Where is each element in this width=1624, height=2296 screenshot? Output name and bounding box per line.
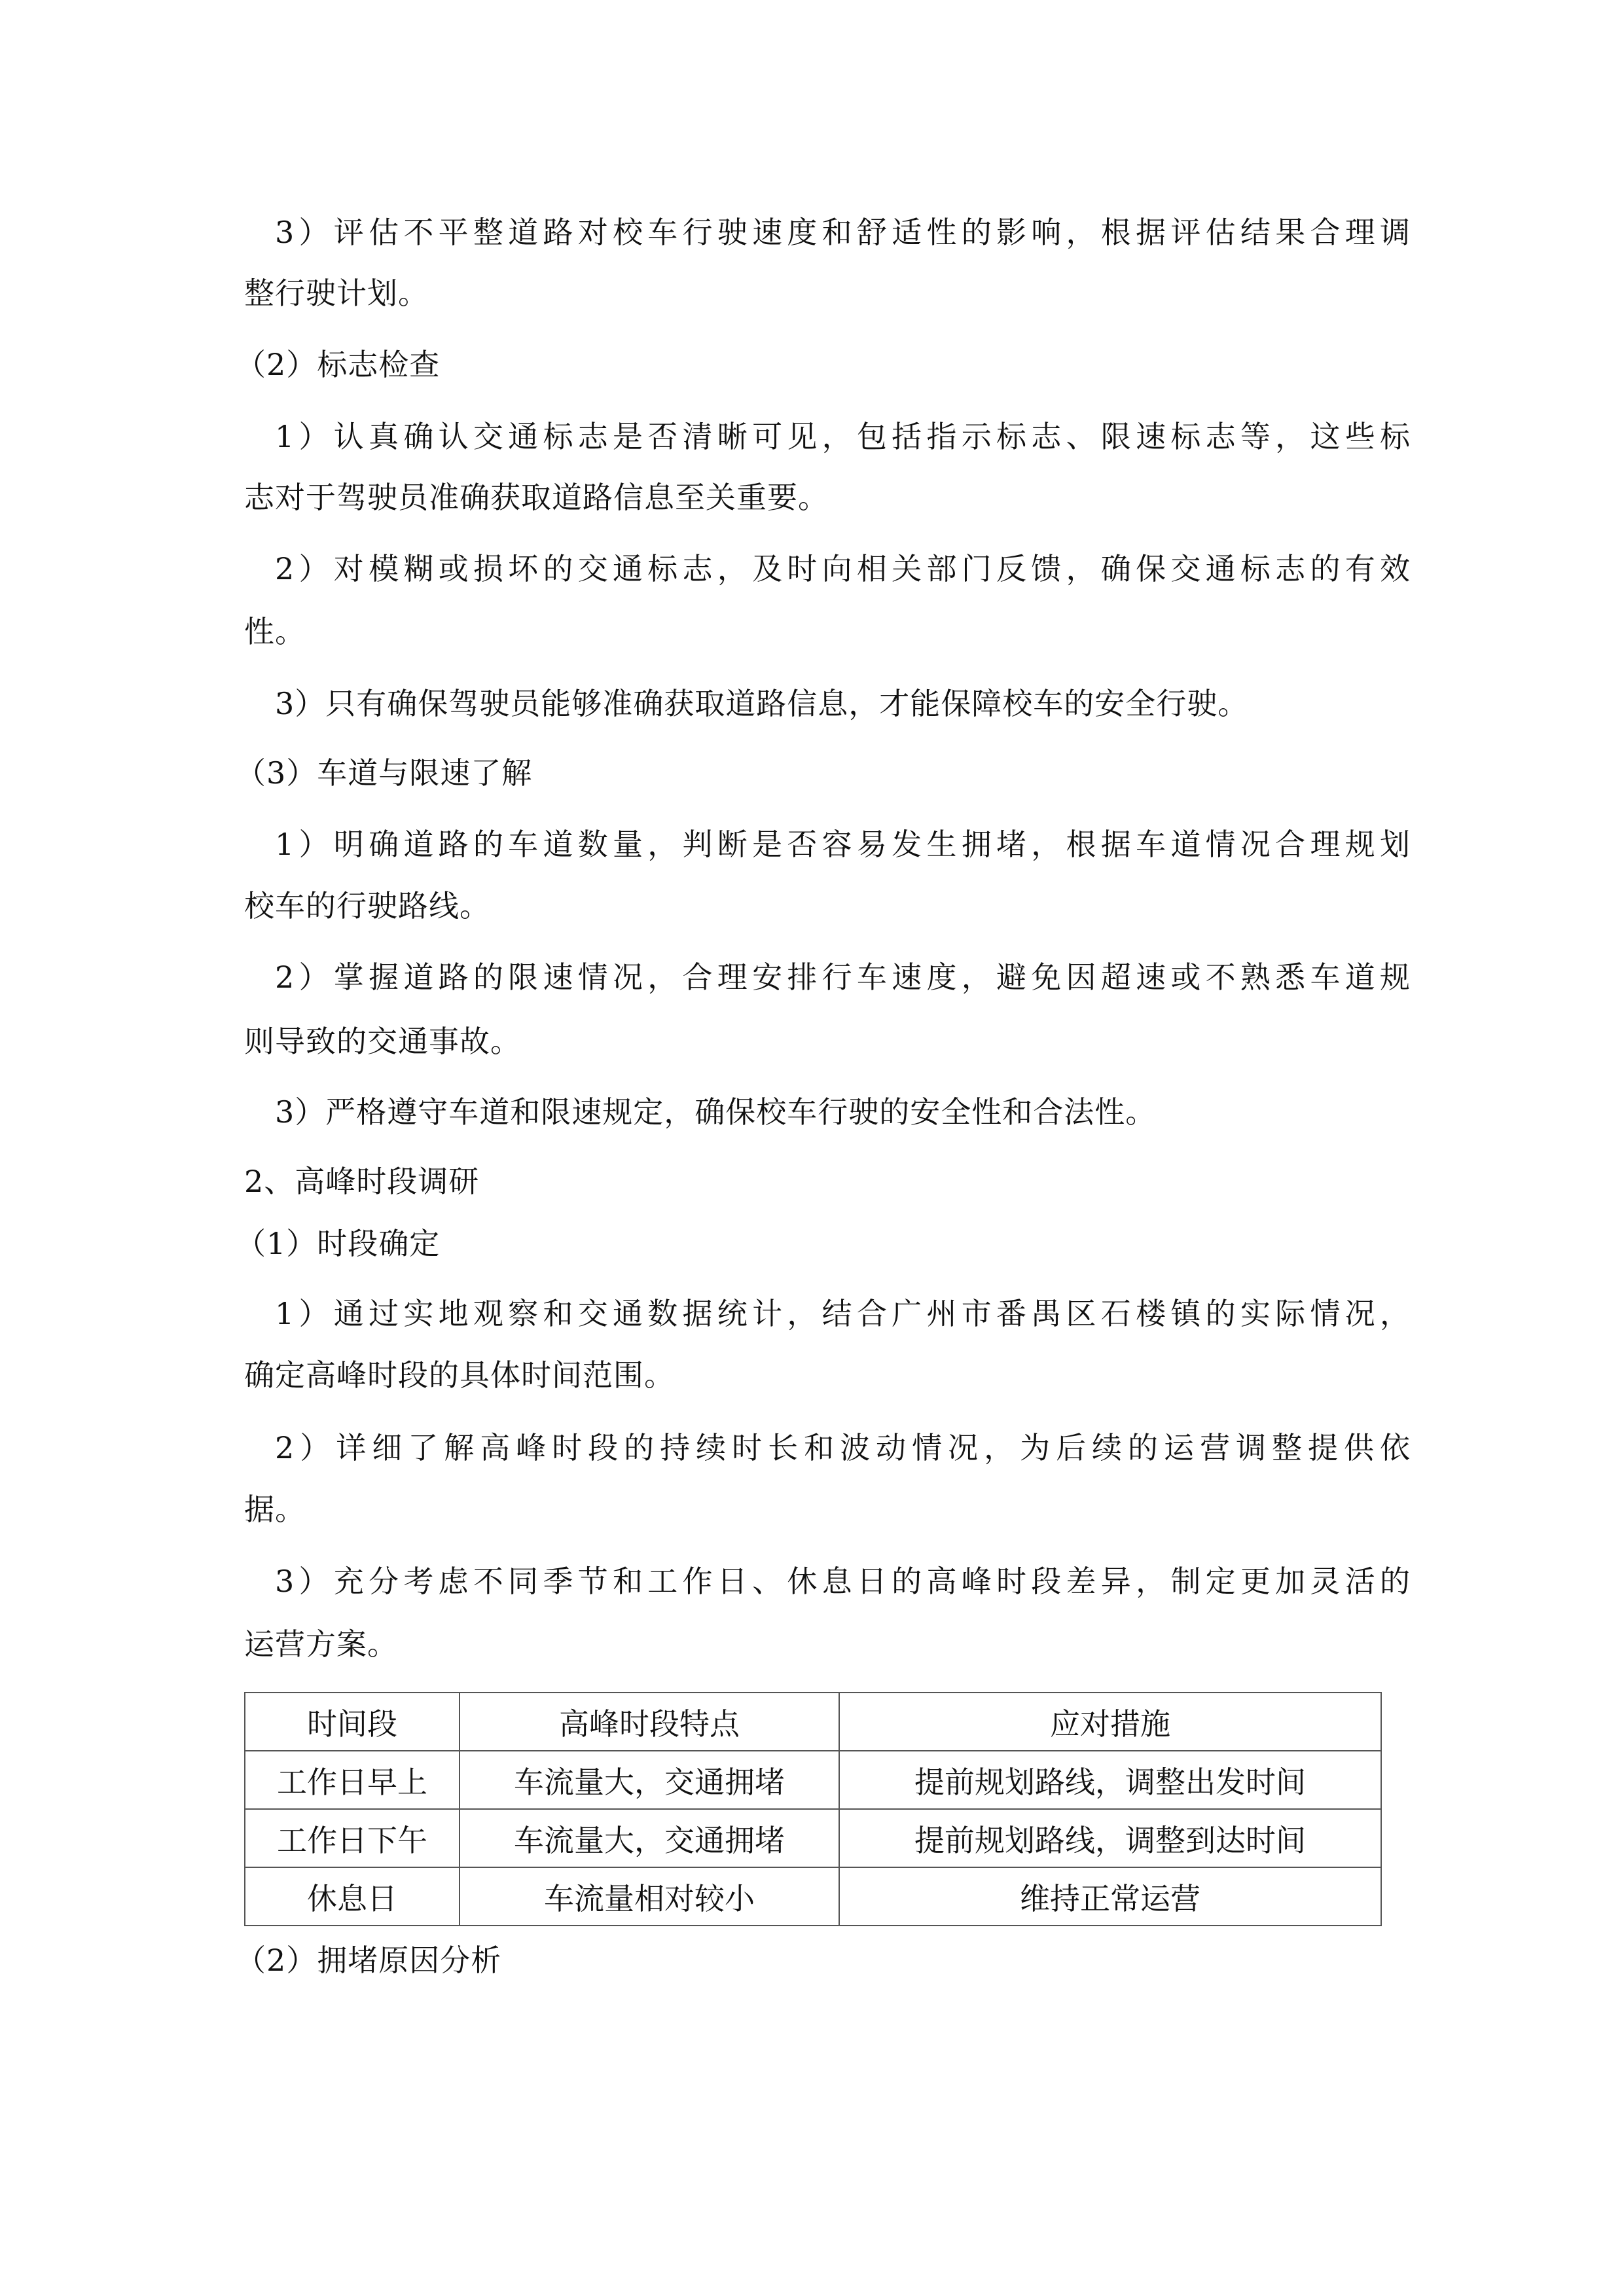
paragraph-line: 据。: [244, 1492, 306, 1527]
paragraph-line: 则导致的交通事故。: [244, 1024, 521, 1059]
table-cell: 工作日早上: [245, 1751, 460, 1809]
paragraph-line: 确定高峰时段的具体时间范围。: [244, 1357, 675, 1393]
table-cell: 车流量大，交通拥堵: [460, 1809, 839, 1867]
table-header-row: [245, 1693, 1381, 1751]
paragraph-line: 3）只有确保驾驶员能够准确获取道路信息，才能保障校车的安全行驶。: [275, 686, 1249, 721]
subheading: （3）车道与限速了解: [236, 755, 533, 791]
paragraph-line: 运营方案。: [244, 1626, 398, 1662]
table-cell: 提前规划路线，调整出发时间: [839, 1751, 1381, 1809]
paragraph-line: 2）详细了解高峰时段的持续时长和波动情况，为后续的运营调整提供依: [275, 1430, 1411, 1465]
paragraph-line: 1）通过实地观察和交通数据统计，结合广州市番禺区石楼镇的实际情况，: [275, 1296, 1411, 1331]
table-header-cell: 高峰时段特点: [460, 1693, 839, 1751]
table-cell: 工作日下午: [245, 1809, 460, 1867]
subheading: （1）时段确定: [236, 1226, 441, 1261]
paragraph-line: 整行驶计划。: [244, 276, 429, 311]
table-cell: 维持正常运营: [839, 1867, 1381, 1926]
paragraph-line: 3）严格遵守车道和限速规定，确保校车行驶的安全性和合法性。: [275, 1094, 1157, 1130]
paragraph-line: 3）充分考虑不同季节和工作日、休息日的高峰时段差异，制定更加灵活的: [275, 1564, 1411, 1599]
paragraph-line: 性。: [244, 614, 306, 649]
subheading: （2）拥堵原因分析: [236, 1943, 502, 1978]
paragraph-line: 志对于驾驶员准确获取道路信息至关重要。: [244, 480, 829, 515]
table-row: [245, 1867, 1381, 1926]
table-cell: 车流量相对较小: [460, 1867, 839, 1926]
table-row: [245, 1809, 1381, 1867]
subheading: （2）标志检查: [236, 347, 441, 382]
paragraph-line: 2）对模糊或损坏的交通标志，及时向相关部门反馈，确保交通标志的有效: [275, 551, 1411, 586]
paragraph-line: 1）明确道路的车道数量，判断是否容易发生拥堵，根据车道情况合理规划: [275, 827, 1411, 862]
table-row: [245, 1751, 1381, 1809]
paragraph-line: 校车的行驶路线。: [244, 888, 490, 924]
peak-hours-table: [244, 1692, 1382, 1926]
table-cell: 提前规划路线，调整到达时间: [839, 1809, 1381, 1867]
table-cell: 车流量大，交通拥堵: [460, 1751, 839, 1809]
table-header-cell: 应对措施: [839, 1693, 1381, 1751]
section-heading: 2、高峰时段调研: [244, 1164, 480, 1199]
table-cell: 休息日: [245, 1867, 460, 1926]
paragraph-line: 1）认真确认交通标志是否清晰可见，包括指示标志、限速标志等，这些标: [275, 419, 1411, 454]
paragraph-line: 2）掌握道路的限速情况，合理安排行车速度，避免因超速或不熟悉车道规: [275, 960, 1411, 995]
table-header-cell: 时间段: [245, 1693, 460, 1751]
paragraph-line: 3）评估不平整道路对校车行驶速度和舒适性的影响，根据评估结果合理调: [275, 215, 1411, 250]
